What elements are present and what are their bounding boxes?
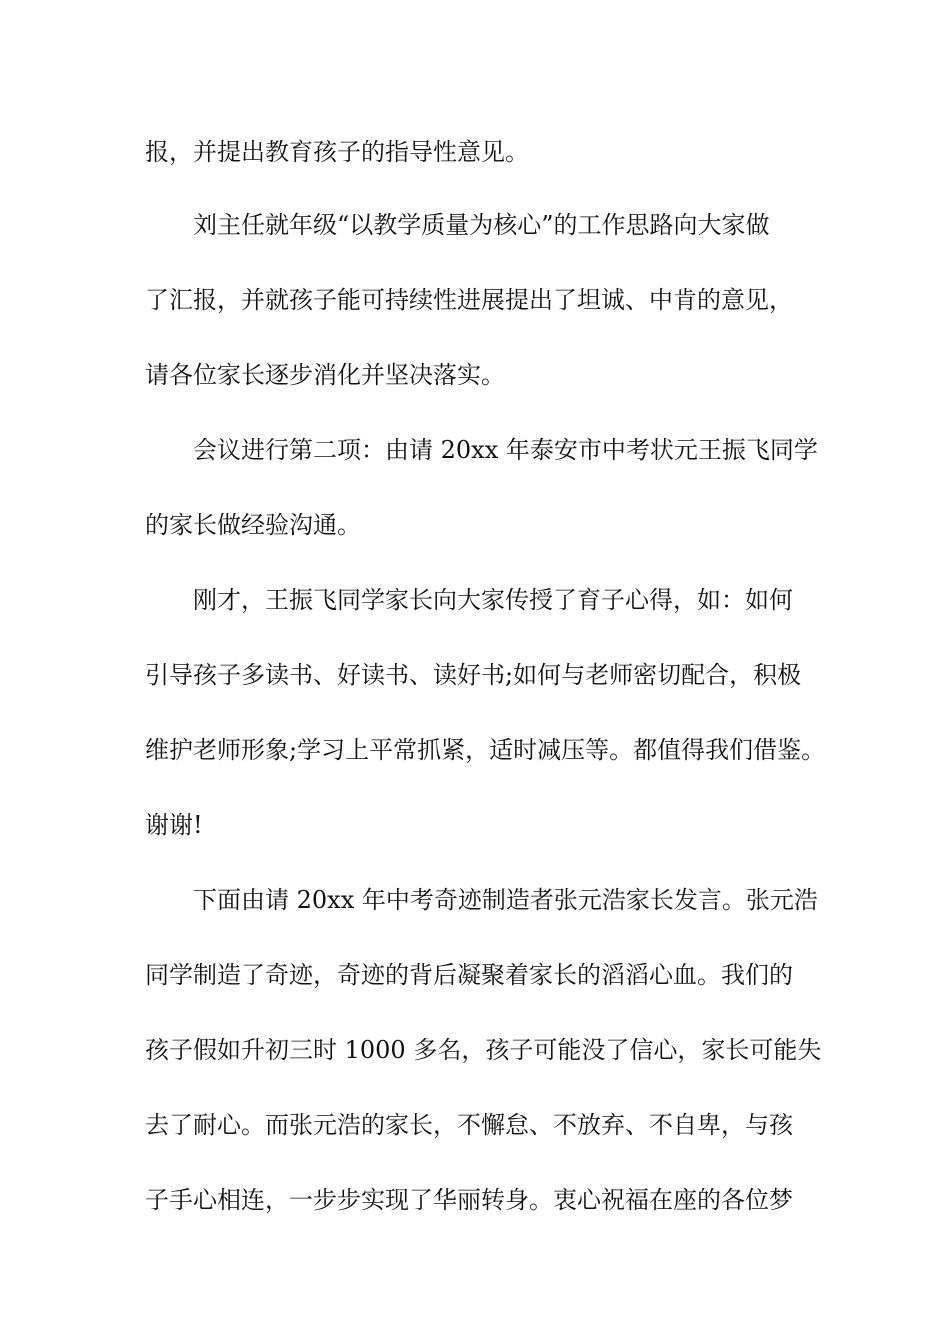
text-line: 刘主任就年级“以教学质量为核心”的工作思路向大家做 <box>193 211 770 239</box>
text-line: 请各位家长逐步消化并坚决落实。 <box>145 361 505 389</box>
text-line: 刚才，王振飞同学家长向大家传授了育子心得，如：如何 <box>193 586 793 614</box>
text-line: 引导孩子多读书、好读书、读好书;如何与老师密切配合，积极 <box>145 661 802 689</box>
text-line: 会议进行第二项：由请 20xx 年泰安市中考状元王振飞同学 <box>193 436 818 464</box>
text-line: 报，并提出教育孩子的指导性意见。 <box>145 138 529 166</box>
text-line: 下面由请 20xx 年中考奇迹制造者张元浩家长发言。张元浩 <box>193 886 818 914</box>
text-line: 去了耐心。而张元浩的家长，不懈怠、不放弃、不自卑，与孩 <box>145 1111 793 1139</box>
text-line: 谢谢! <box>145 811 203 839</box>
text-line: 维护老师形象;学习上平常抓紧，适时减压等。都值得我们借鉴。 <box>145 736 826 764</box>
text-line: 孩子假如升初三时 1000 多名，孩子可能没了信心，家长可能失 <box>145 1036 822 1064</box>
text-line: 同学制造了奇迹，奇迹的背后凝聚着家长的滔滔心血。我们的 <box>145 961 793 989</box>
text-line: 的家长做经验沟通。 <box>145 511 361 539</box>
text-line: 了汇报，并就孩子能可持续性进展提出了坦诚、中肯的意见， <box>145 286 793 314</box>
text-line: 子手心相连，一步步实现了华丽转身。衷心祝福在座的各位梦 <box>145 1186 793 1214</box>
